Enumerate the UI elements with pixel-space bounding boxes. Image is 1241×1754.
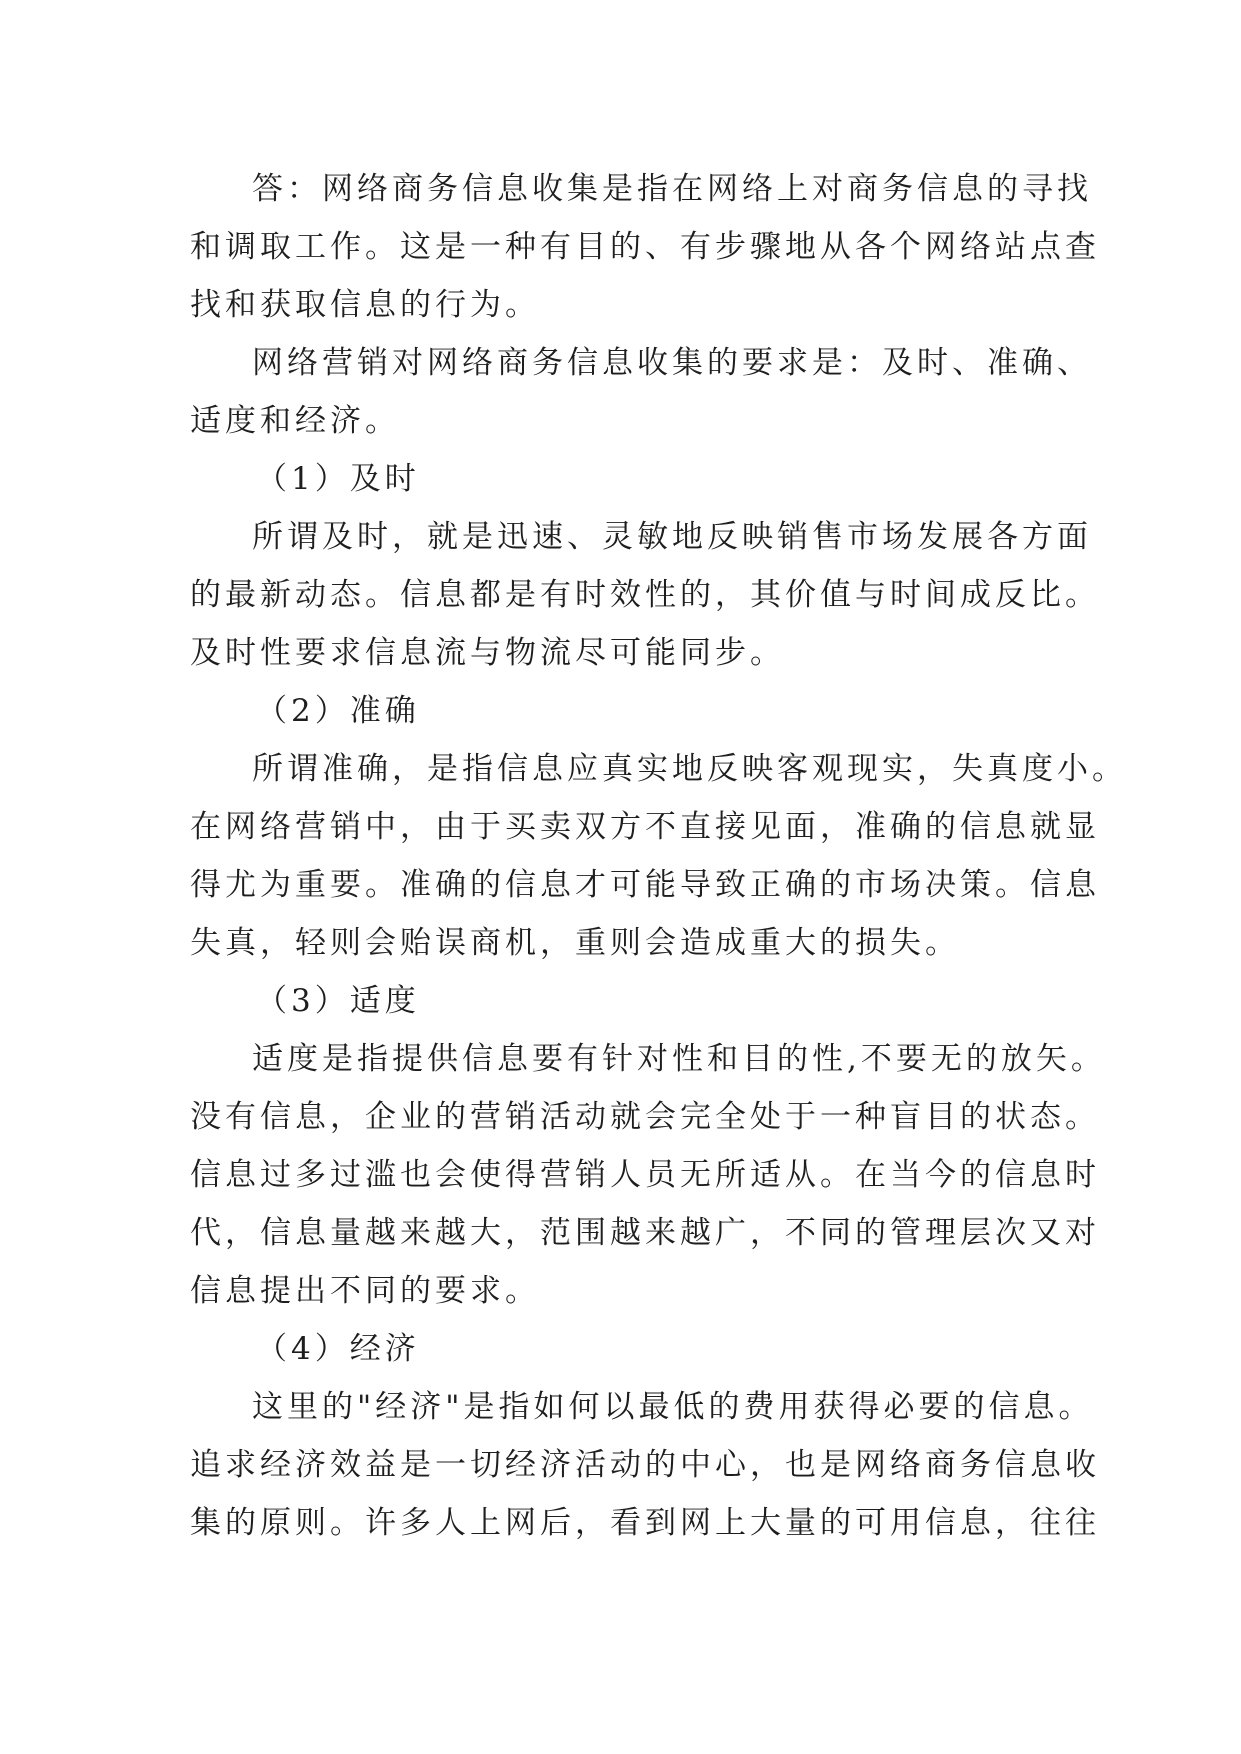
paragraph-moderate-line-4: 代，信息量越来越大，范围越来越广，不同的管理层次又对 [190, 1215, 1100, 1251]
paragraph-accurate-line-1: 所谓准确，是指信息应真实地反映客观现实，失真度小。 [252, 751, 1127, 787]
paragraph-requirements-line-1: 网络营销对网络商务信息收集的要求是：及时、准确、 [252, 345, 1092, 381]
paragraph-moderate-line-1: 适度是指提供信息要有针对性和目的性,不要无的放矢。 [252, 1041, 1106, 1077]
paragraph-requirements-line-2: 适度和经济。 [190, 403, 400, 439]
paragraph-accurate-line-3: 得尤为重要。准确的信息才可能导致正确的市场决策。信息 [190, 867, 1100, 903]
paragraph-moderate-line-3: 信息过多过滥也会使得营销人员无所适从。在当今的信息时 [190, 1157, 1100, 1193]
paragraph-answer-line-2: 和调取工作。这是一种有目的、有步骤地从各个网络站点查 [190, 229, 1100, 265]
paragraph-economical-line-2: 追求经济效益是一切经济活动的中心，也是网络商务信息收 [190, 1447, 1100, 1483]
paragraph-moderate-line-2: 没有信息，企业的营销活动就会完全处于一种盲目的状态。 [190, 1099, 1100, 1135]
paragraph-answer-line-1: 答：网络商务信息收集是指在网络上对商务信息的寻找 [252, 171, 1092, 207]
paragraph-timely-line-2: 的最新动态。信息都是有时效性的，其价值与时间成反比。 [190, 577, 1100, 613]
paragraph-moderate-line-5: 信息提出不同的要求。 [190, 1273, 540, 1309]
paragraph-accurate-line-2: 在网络营销中，由于买卖双方不直接见面，准确的信息就显 [190, 809, 1100, 845]
heading-accurate: （2）准确 [256, 693, 420, 729]
paragraph-economical-line-3: 集的原则。许多人上网后，看到网上大量的可用信息，往往 [190, 1505, 1100, 1541]
heading-economical: （4）经济 [256, 1331, 420, 1367]
paragraph-timely-line-1: 所谓及时，就是迅速、灵敏地反映销售市场发展各方面 [252, 519, 1092, 555]
heading-moderate: （3）适度 [256, 983, 420, 1019]
heading-timely: （1）及时 [256, 461, 420, 497]
paragraph-answer-line-3: 找和获取信息的行为。 [190, 287, 540, 323]
paragraph-accurate-line-4: 失真，轻则会贻误商机，重则会造成重大的损失。 [190, 925, 960, 961]
paragraph-economical-line-1: 这里的"经济"是指如何以最低的费用获得必要的信息。 [252, 1389, 1094, 1425]
document-body [190, 160, 1127, 1552]
paragraph-timely-line-3: 及时性要求信息流与物流尽可能同步。 [190, 635, 785, 671]
